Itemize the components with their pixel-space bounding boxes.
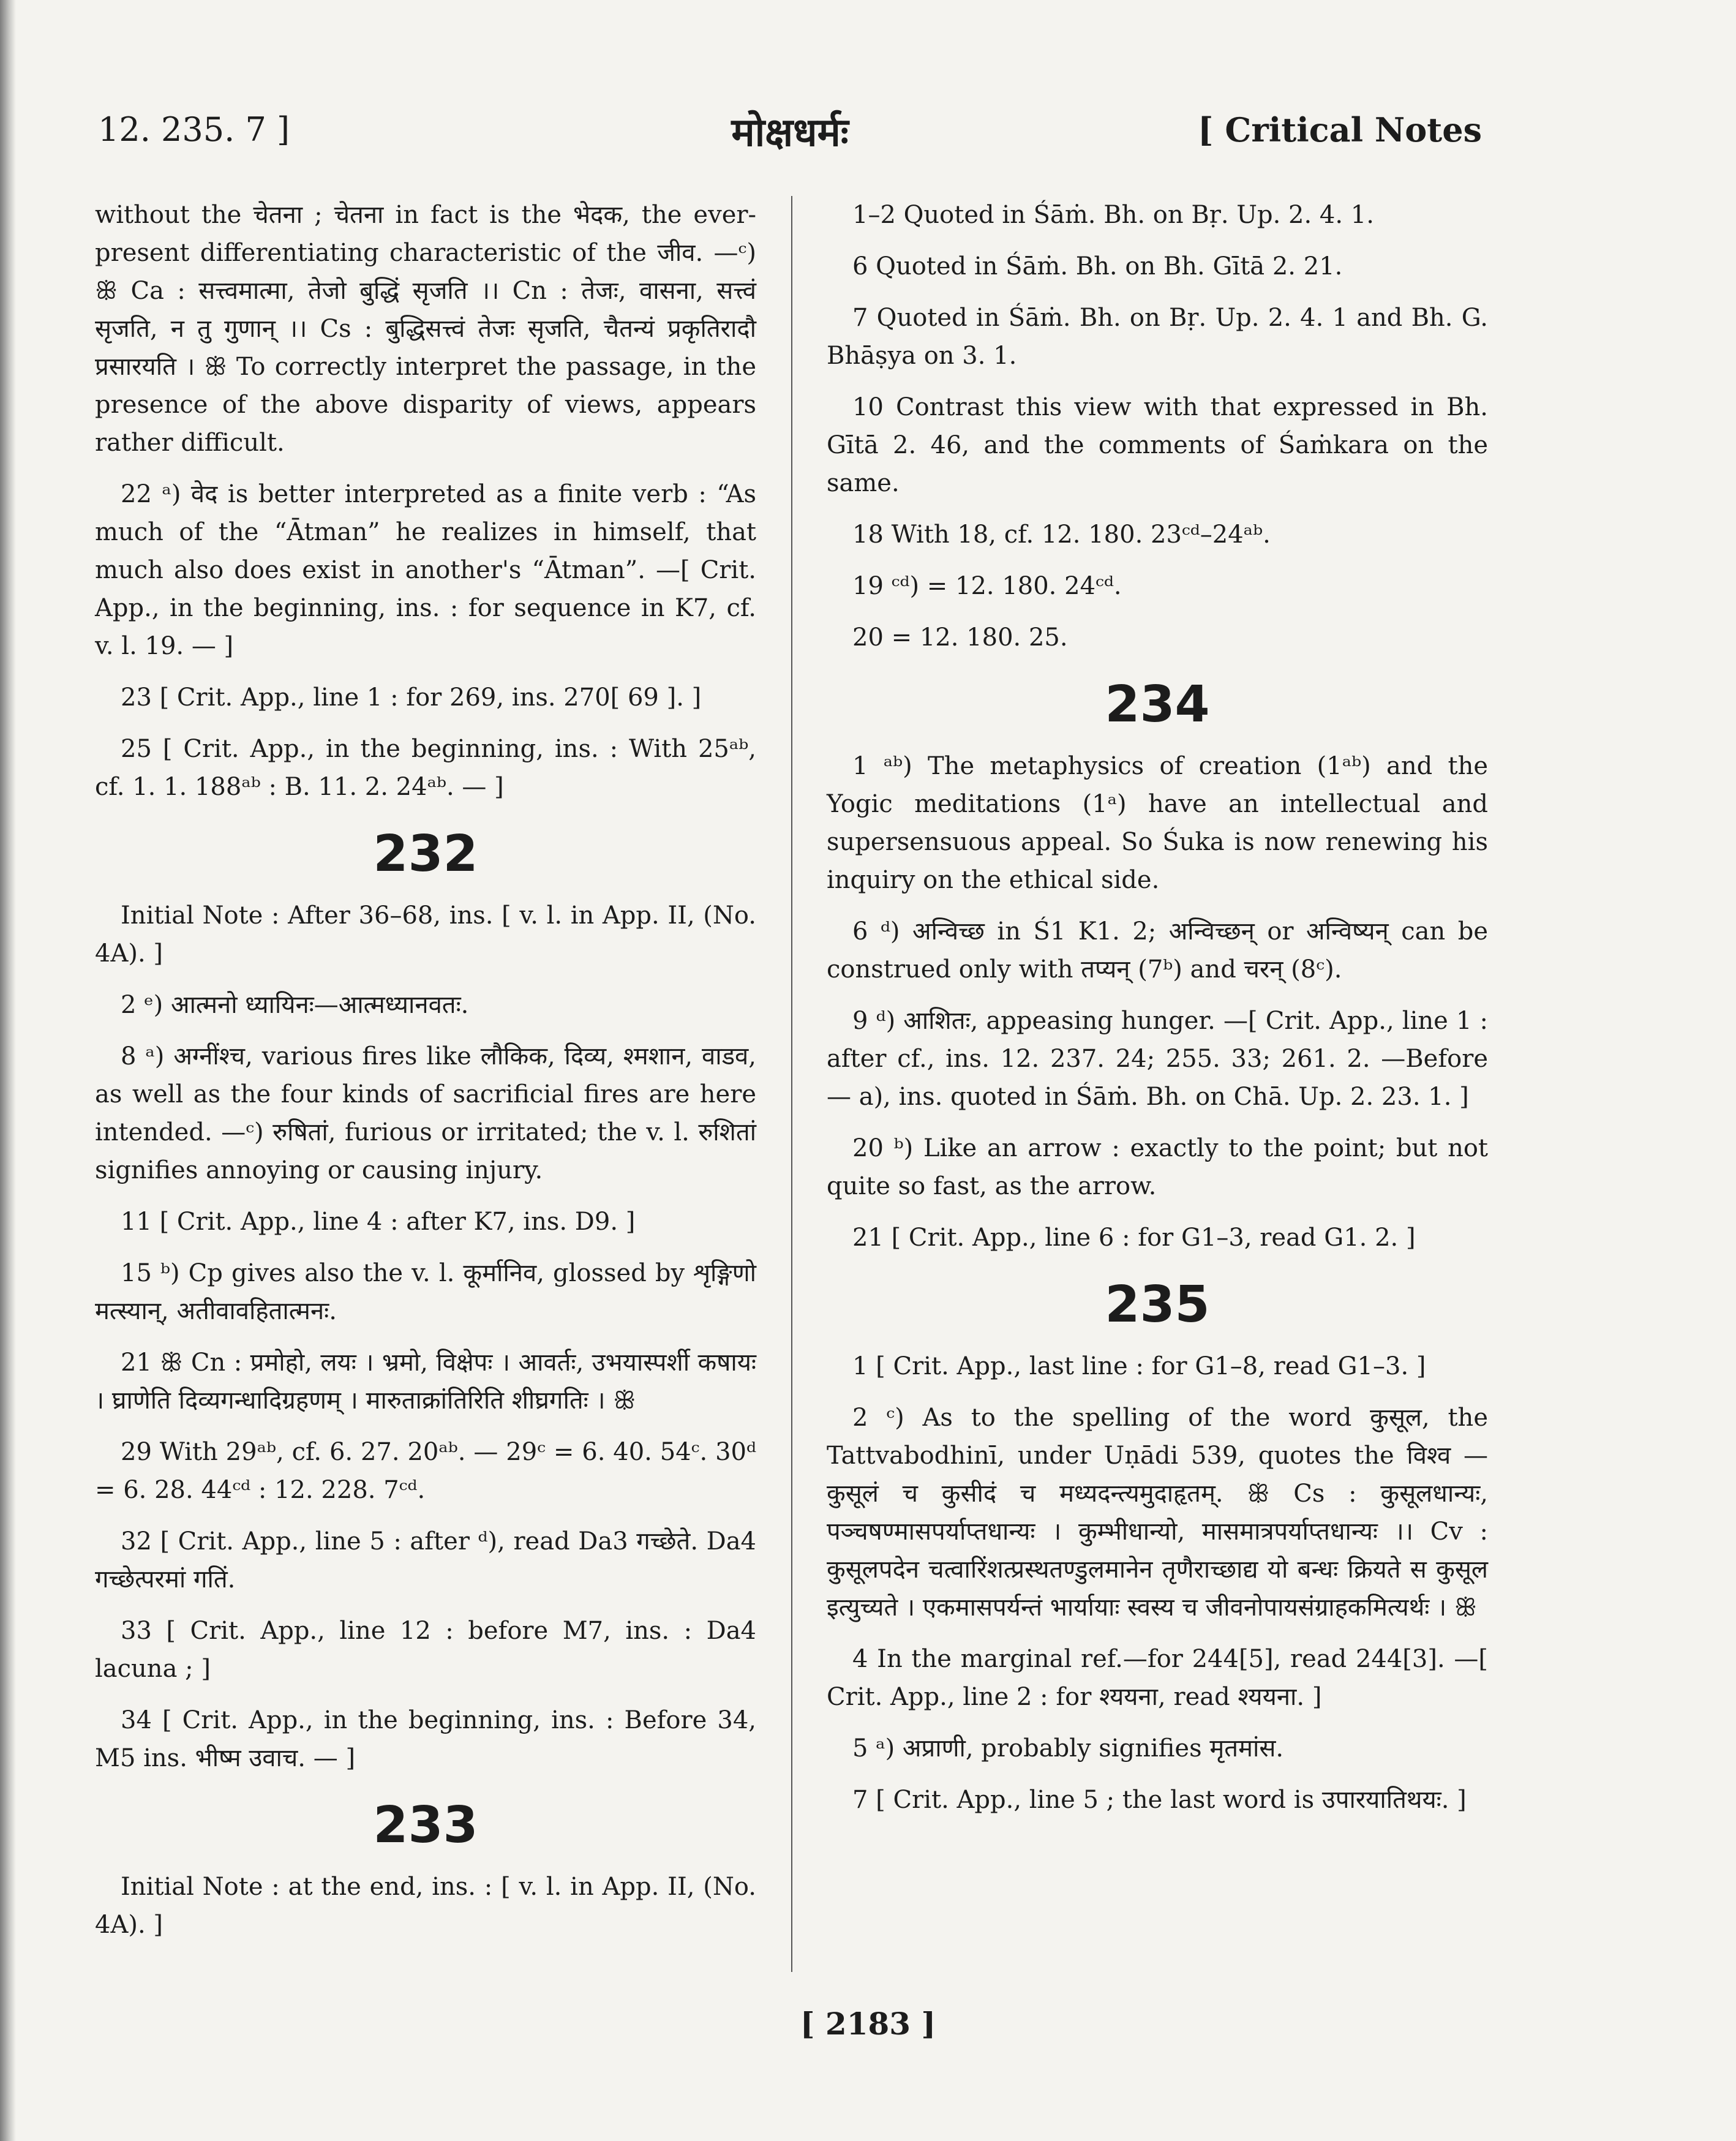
note-paragraph: 25 [ Crit. App., in the beginning, ins. : With 25ᵃᵇ, cf. 1. 1. 188ᵃᵇ : B. 11. 2. 24ᵃᵇ. — ] [95, 735, 756, 801]
header-verse-reference: 12. 235. 7 ] [98, 110, 290, 149]
note-paragraph: 8 ᵃ) अग्नींश्च, various fires like लौकिक, दिव्य, श्मशान, वाडव, as well as the four kinds of sacrificial fires are here intended. —ᶜ) रुषितां, furious or irritated; the v. l. रुशितां signifies annoying or causing injury. [95, 1042, 756, 1184]
note-paragraph: Initial Note : at the end, ins. : [ v. l. in App. II, (No. 4A). ] [95, 1873, 756, 1939]
scan-binding-edge [0, 0, 16, 2141]
note-paragraph: 34 [ Crit. App., in the beginning, ins. : Before 34, M5 ins. भीष्म उवाच. — ] [95, 1706, 756, 1772]
column-divider [791, 196, 792, 1972]
section-number-heading: 234 [1105, 675, 1210, 734]
note-paragraph: 1–2 Quoted in Śāṁ. Bh. on Bṛ. Up. 2. 4. 1. [852, 201, 1374, 229]
note-paragraph: Initial Note : After 36–68, ins. [ v. l. in App. II, (No. 4A). ] [95, 901, 756, 968]
note-paragraph: 21 [ Crit. App., line 6 : for G1–3, read G1. 2. ] [852, 1224, 1416, 1252]
left-column [95, 196, 756, 1957]
note-paragraph: 22 ᵃ) वेद is better interpreted as a finite verb : “As much of the “Ātman” he realizes in himself, that much also does exist in another's “Ātman”. —[ Crit. App., in the beginning, ins. : for sequence in K7, cf. v. l. 19. — ] [95, 480, 756, 660]
header-book-title: मोक्षधर्मः [731, 110, 849, 156]
note-paragraph: 29 With 29ᵃᵇ, cf. 6. 27. 20ᵃᵇ. — 29ᶜ = 6. 40. 54ᶜ. 30ᵈ = 6. 28. 44ᶜᵈ : 12. 228. 7ᶜᵈ. [95, 1438, 756, 1504]
running-header [98, 104, 1482, 159]
note-paragraph: 7 [ Crit. App., line 5 ; the last word is उपारयातिथयः. ] [852, 1786, 1467, 1814]
note-paragraph: 2 ᶜ) As to the spelling of the word कुसूल, the Tattvabodhinī, under Uṇādi 539, quotes the विश्व — कुसूलं च कुसीदं च मध्यदन्त्यमुदाहृतम्. ꕥ Cs : कुसूलधान्यः, पञ्चषण्मासपर्याप्तधान्यः । कुम्भीधान्यो, मासमात्रपर्याप्तधान्यः ।। Cv : कुसूलपदेन चत्वारिंशत्प्रस्थतण्डुलमानेन तृणैराच्छाद्य यो बन्धः क्रियते स कुसूल इत्युच्यते । एकमासपर्यन्तं भार्यायाः स्वस्य च जीवनोपायसंग्राहकमित्यर्थः । ꕥ [827, 1404, 1488, 1622]
note-paragraph: 6 Quoted in Śāṁ. Bh. on Bh. Gītā 2. 21. [852, 252, 1343, 280]
note-paragraph: 10 Contrast this view with that expressed in Bh. Gītā 2. 46, and the comments of Śaṁkara on the same. [827, 393, 1488, 497]
note-paragraph: 20 ᵇ) Like an arrow : exactly to the point; but not quite so fast, as the arrow. [827, 1134, 1488, 1200]
note-paragraph: 15 ᵇ) Cp gives also the v. l. कूर्मानिव, glossed by शृङ्गिणो मत्स्यान्, अतीवावहितात्मनः. [95, 1259, 756, 1325]
header-section-title: [ Critical Notes [1197, 110, 1482, 149]
note-paragraph: 1 [ Crit. App., last line : for G1–8, read G1–3. ] [852, 1352, 1426, 1380]
note-paragraph: 32 [ Crit. App., line 5 : after ᵈ), read Da3 गच्छेते. Da4 गच्छेत्परमां गतिं. [95, 1527, 756, 1594]
note-paragraph: 11 [ Crit. App., line 4 : after K7, ins. D9. ] [121, 1208, 636, 1236]
note-paragraph: 7 Quoted in Śāṁ. Bh. on Bṛ. Up. 2. 4. 1 and Bh. G. Bhāṣya on 3. 1. [827, 304, 1488, 370]
note-paragraph: 21 ꕥ Cn : प्रमोहो, लयः । भ्रमो, विक्षेपः । आवर्तः, उभयास्पर्शी कषायः । घ्राणेति दिव्यगन्धादिग्रहणम् । मारुताक्रांतिरिति शीघ्रगतिः । ꕥ [95, 1349, 756, 1415]
page-number: [ 2183 ] [800, 2006, 936, 2042]
note-paragraph: 19 ᶜᵈ) = 12. 180. 24ᶜᵈ. [852, 572, 1122, 600]
note-paragraph: 2 ᵉ) आत्मनो ध्यायिनः—आत्मध्यानवतः. [121, 991, 469, 1019]
note-paragraph: 6 ᵈ) अन्विच्छ in Ś1 K1. 2; अन्विच्छन् or अन्विष्यन् can be construed only with तप्यन् (7ᵇ) and चरन् (8ᶜ). [827, 917, 1488, 984]
note-paragraph: 33 [ Crit. App., line 12 : before M7, ins. : Da4 lacuna ; ] [95, 1617, 756, 1683]
note-paragraph: 5 ᵃ) अप्राणी, probably signifies मृतमांस. [852, 1734, 1284, 1763]
section-number-heading: 235 [1105, 1276, 1210, 1334]
right-column [827, 196, 1488, 1832]
note-paragraph: 18 With 18, cf. 12. 180. 23ᶜᵈ–24ᵃᵇ. [852, 521, 1271, 549]
note-paragraph: 1 ᵃᵇ) The metaphysics of creation (1ᵃᵇ) and the Yogic meditations (1ᵃ) have an intellectual and supersensuous appeal. So Śuka is now renewing his inquiry on the ethical side. [827, 752, 1488, 894]
note-paragraph: 4 In the marginal ref.—for 244[5], read 244[3]. —[ Crit. App., line 2 : for श्ययना, read श्ययना. ] [827, 1645, 1488, 1711]
note-paragraph: 20 = 12. 180. 25. [852, 623, 1068, 652]
note-paragraph: 9 ᵈ) आशितः, appeasing hunger. —[ Crit. App., line 1 : after cf., ins. 12. 237. 24; 255. 33; 261. 2. —Before — a), ins. quoted in Śāṁ. Bh. on Chā. Up. 2. 23. 1. ] [827, 1007, 1488, 1111]
note-paragraph: without the चेतना ; चेतना in fact is the भेदक, the ever-present differentiating characteristic of the जीव. —ᶜ) ꕥ Ca : सत्त्वमात्मा, तेजो बुद्धिं सृजति ।। Cn : तेजः, वासना, सत्त्वं सृजति, न तु गुणान् ।। Cs : बुद्धिसत्त्वं तेजः सृजति, चैतन्यं प्रकृतिरादौ प्रसारयति । ꕥ To correctly interpret the passage, in the presence of the above disparity of views, appears rather difficult. [95, 201, 756, 457]
section-number-heading: 232 [373, 825, 478, 883]
note-paragraph: 23 [ Crit. App., line 1 : for 269, ins. 270[ 69 ]. ] [121, 683, 702, 712]
section-number-heading: 233 [373, 1796, 478, 1854]
